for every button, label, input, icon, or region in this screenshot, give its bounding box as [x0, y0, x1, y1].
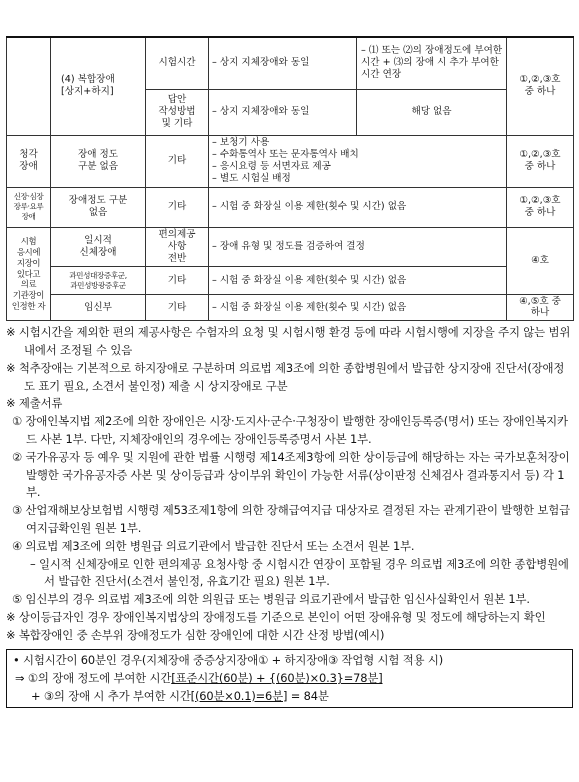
- example-line: ⇒ ①의 장애 정도에 부여한 시간[표준시간(60분) + {(60분)×0.3}=78분]: [15, 671, 383, 686]
- note-item: ② 국가유공자 등 예우 및 지원에 관한 법률 시행령 제14조제3항에 의한 상이등급에 해당하는 자는 국가보훈처장이 발행한 국가유공자증 사본 및 상이등급과 상이부위 확인이 가능한 서류(상이판정 신체검사 결과통지서 등) 각 1부.: [12, 449, 570, 500]
- table-row: [7, 135, 574, 187]
- table-row: [7, 227, 574, 267]
- content-cell: – 시험 중 화장실 이용 제한(횟수 및 시간) 없음: [209, 187, 507, 227]
- table-row: [7, 37, 574, 89]
- docs-cell: ①,②,③호 중 하나: [507, 135, 574, 187]
- method-cell: 시험시간: [146, 37, 209, 89]
- method-cell: 기타: [146, 187, 209, 227]
- content-cell: – 장애 유형 및 정도를 검증하여 결정: [209, 227, 507, 267]
- table-row: [7, 187, 574, 227]
- list-item: – 응시요령 등 서면자료 제공: [212, 161, 331, 173]
- extra-cell: 해당 없음: [357, 89, 507, 135]
- list-item: – 보청기 사용: [212, 136, 270, 148]
- note-item: ⑤ 임신부의 경우 의료법 제3조에 의한 의원급 또는 병원급 의료기관에서 발급한 임신사실확인서 원본 1부.: [12, 592, 530, 607]
- extra-cell: – ⑴ 또는 ⑵의 장애정도에 부여한 시간 + ⑶의 장애 시 추가 부여한 시간 연장: [357, 37, 507, 89]
- list-item: – 수화통역사 또는 문자통역사 배치: [212, 148, 359, 160]
- document-page: [6, 36, 573, 708]
- table-row: [7, 295, 574, 321]
- group-cell: 시험 응시에 지장이 있다고 의료 기관장이 인정한 자: [7, 227, 51, 321]
- method-cell: 기타: [146, 135, 209, 187]
- method-cell: 기타: [146, 267, 209, 295]
- category-cell: 과민성대장증후군, 과민성방광증후군: [51, 267, 146, 295]
- example-line: + ③의 장애 시 추가 부여한 시간[(60분×0.1)=6분] = 84분: [31, 688, 329, 703]
- method-cell: 답안 작성방법 및 기타: [146, 89, 209, 135]
- method-cell: 기타: [146, 295, 209, 321]
- accommodation-table: [6, 36, 574, 321]
- docs-cell: ①,②,③호 중 하나: [507, 37, 574, 135]
- note-item: ※ 상이등급자인 경우 장애인복지법상의 장애정도를 기준으로 본인이 어떤 장애유형 및 정도에 해당하는지 확인: [6, 609, 546, 624]
- category-cell: 장애정도 구분 없음: [51, 187, 146, 227]
- category-cell: (4) 복합장애 [상지+하지]: [51, 37, 146, 135]
- note-item: ④ 의료법 제3조에 의한 병원급 의료기관에서 발급한 진단서 또는 소견서 원본 1부.: [12, 538, 415, 553]
- group-cell: 청각 장애: [7, 135, 51, 187]
- method-cell: 편의제공 사항 전반: [146, 227, 209, 267]
- note-item: ※ 시험시간을 제외한 편의 제공사항은 수험자의 요청 및 시험시행 환경 등에 따라 시험시행에 지장을 주지 않는 범위 내에서 조정될 수 있음: [6, 325, 571, 358]
- list-item: – 별도 시험실 배정: [212, 173, 291, 185]
- note-item: ※ 복합장애인 중 손부위 장애정도가 심한 장애인에 대한 시간 산정 방법(예시): [6, 627, 385, 642]
- docs-cell: ④호: [507, 227, 574, 295]
- note-item: ③ 산업재해보상보험법 시행령 제53조제1항에 의한 장해급여지급 대상자로 결정된 자는 관계기관이 발행한 보험급여지급확인원 원본 1부.: [12, 503, 570, 535]
- note-item: ※ 척추장애는 기본적으로 하지장애로 구분하며 의료법 제3조에 의한 종합병원에서 발급한 상지장애 진단서(장애정도 표기 필요, 소견서 불인정) 제출 시 상지장애로 구분: [6, 360, 565, 393]
- note-subitem: – 일시적 신체장애로 인한 편의제공 요청사항 중 시험시간 연장이 포함될 경우 의료법 제3조에 의한 종합병원에서 발급한 진단서(소견서 불인정, 유효기간 필요) 원본 1부.: [30, 556, 569, 589]
- note-item: ① 장애인복지법 제2조에 의한 장애인은 시장·도지사·군수·구청장이 발행한 장애인등록증(명서) 또는 장애인복지카드 사본 1부. 다만, 지체장애인의 경우에는 장애인등록증명서 사본 1부.: [12, 414, 568, 447]
- docs-cell: ①,②,③호 중 하나: [507, 187, 574, 227]
- category-cell: 장애 정도 구분 없음: [51, 135, 146, 187]
- content-cell: [209, 135, 507, 187]
- content-cell: – 상지 지체장애와 동일: [209, 37, 357, 89]
- notes-section: [6, 324, 573, 644]
- category-cell: 임신부: [51, 295, 146, 321]
- table-row: [7, 267, 574, 295]
- example-box: [6, 649, 573, 708]
- note-heading: ※ 제출서류: [6, 396, 63, 411]
- docs-cell: ④,⑤호 중 하나: [507, 295, 574, 321]
- group-cell: 신장·심장 장루·요루 장애: [7, 187, 51, 227]
- category-cell: 일시적 신체장애: [51, 227, 146, 267]
- content-cell: – 시험 중 화장실 이용 제한(횟수 및 시간) 없음: [209, 267, 507, 295]
- example-line: • 시험시간이 60분인 경우(지체장애 중증상지장애① + 하지장애③ 작업형 시험 적용 시): [13, 653, 444, 668]
- content-cell: – 시험 중 화장실 이용 제한(횟수 및 시간) 없음: [209, 295, 507, 321]
- content-cell: – 상지 지체장애와 동일: [209, 89, 357, 135]
